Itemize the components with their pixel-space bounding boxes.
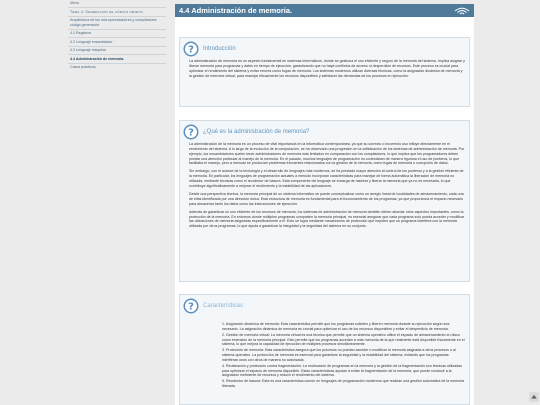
- card-body: [180, 142, 469, 235]
- sidebar: [68, 0, 166, 71]
- card-introduccion: [179, 37, 470, 107]
- card-que-es: [179, 120, 470, 282]
- card-title: ¿Qué es la administración de memoria?: [203, 129, 310, 135]
- sidebar-item-ensamblador[interactable]: 4.2 Lenguaje ensamblador: [68, 38, 166, 46]
- sidebar-item-casos-practicos[interactable]: Casos prácticos: [70, 65, 96, 70]
- help-icon: [183, 41, 199, 57]
- list-item: 1. Asignación dinámica de memoria: Esta característica permite que los programas soliciten y liberen memoria durante su ejecución según sea necesario. La asignación dinámica de memoria es crucial para optimizar el uso de los recursos disponibles y evitar el desperdicio de memoria.: [222, 322, 450, 331]
- sidebar-item-registros[interactable]: 4.1 Registros: [68, 30, 166, 38]
- page-header: [175, 4, 474, 17]
- card-body: [180, 322, 469, 393]
- sidebar-item-administracion-memoria[interactable]: 4.4 Administración de memoria.: [68, 55, 166, 63]
- svg-text:?: ?: [188, 127, 194, 139]
- paragraph: Sin embargo, con el avance de la tecnología y el desarrollo de lenguajes más modernos, se ha prestado mayor atención al control de los punteros y a la gestión eficiente de la memoria. En particular, los lenguajes de programación actuales a menudo incorporan características para manejar de forma automática la liberación de memoria no utilizada, mediante técnicas como el recolector de basura. Esta componente del lenguaje se encarga de rastrear y liberar la memoria que ya no es necesaria, lo que contribuye significativamente a mejorar el rendimiento y la estabilidad de las aplicaciones.: [189, 169, 464, 188]
- page-title: 4.4 Administración de memoria.: [179, 6, 293, 15]
- card-caracteristicas: [179, 294, 470, 405]
- help-icon: [183, 124, 199, 140]
- arrow-up-icon: [530, 388, 538, 405]
- svg-text:?: ?: [188, 301, 194, 313]
- card-body: [180, 59, 469, 85]
- wifi-icon: [454, 2, 470, 20]
- sidebar-item-arquitectura[interactable]: Arquitectura de los microprocesadores y compiladores código generación: [68, 17, 166, 30]
- main-panel: [175, 4, 474, 405]
- paragraph: La administración de la memoria es un proceso de vital importancia en la informática contemporánea, ya que su correcto o incorrecto uso influye directamente en el rendimiento del sistema. A lo largo de la evolución de la computación, se ha observado una progresión en la sofisticación de los sistemas de administración de memoria. Por ejemplo, los ensambladores suelen tener administradores de memoria más limitados en comparación con los compiladores, lo que implica que los programadores deben prestar una atención particular al manejo de la memoria. En el pasado, muchos lenguajes de programación no controlaban de manera rigurosa el uso de punteros, lo que facilitaba el manejo, pero a menudo se producían problemas frecuentes relacionados con la gestión de la memoria, como fugas de memoria o corrupción de datos.: [189, 142, 465, 166]
- help-icon: [183, 298, 199, 314]
- list-item: 5. Recolector de basura: Esta es una característica común en lenguajes de programación modernos que realizan una gestión automática de la memoria liberada.: [222, 379, 465, 389]
- feature-list: [222, 322, 465, 389]
- scroll-top-button[interactable]: [529, 392, 539, 402]
- sidebar-item-lenguaje-maquina[interactable]: 4.3 Lenguaje máquina: [68, 47, 166, 55]
- sidebar-item-menu[interactable]: Menú: [68, 0, 166, 8]
- paragraph: La administración de memoria es un aspecto fundamental en sistemas informáticos, donde se gestiona el uso eficiente y seguro de la memoria del sistema. Implica asignar y liberar memoria para programas y datos en tiempo de ejecución, garantizando que no haya conflictos de acceso ni desperdicio de recursos. Este proceso es crucial para optimizar el rendimiento del sistema y evitar errores como fugas de memoria. Los sistemas modernos utilizan diversas técnicas, como la asignación dinámica de memoria y la gestión de memoria virtual, para manejar eficazmente los recursos disponibles y satisfacer las demandas de los procesos en ejecución.: [189, 59, 465, 78]
- list-item: 2. Gestión de memoria virtual: La memoria virtual es una técnica que permite que un sistema operativo utilice el espacio de almacenamiento en disco como extensión de la memoria principal. Esto permite que los programas accedan a más memoria de la que realmente está disponible físicamente en el sistema, lo que mejora la capacidad de ejecución de múltiples procesos simultáneamente.: [222, 332, 465, 347]
- paragraph: Además de garantizar un uso eficiente de los recursos de memoria, los sistemas de administración de memoria también deben abordar otros aspectos importantes, como la protección de la memoria. En entornos donde múltiples programas comparten la memoria principal, es esencial asegurar que cada programa solo pueda acceder y modificar las ubicaciones de memoria asignadas específicamente a él. Esto se logra mediante mecanismos de protección que impiden que un programa interfiera con la memoria utilizada por otros programas, lo que ayuda a garantizar la integridad y la seguridad del sistema en su conjunto.: [189, 209, 465, 229]
- list-item: 3. Protección de memoria: Esta característica asegura que los procesos no puedan acceder o modificar la memoria asignada a otros procesos o al sistema operativo. La protección de memoria es esencial para garantizar la seguridad y la estabilidad del sistema, evitando que los programas interfieran unos con otros de manera no autorizada.: [222, 348, 456, 362]
- card-title: Introducción: [203, 46, 236, 52]
- card-title: Características: [203, 303, 244, 309]
- paragraph: Desde una perspectiva técnica, la memoria principal de un sistema informático se puede conceptualizar como un arreglo lineal de localidades de almacenamiento, cada una de ellas identificada por una dirección única. Esta estructura de memoria es fundamental para el funcionamiento de los programas, ya que proporciona el espacio necesario para almacenar tanto los datos como las instrucciones de ejecución.: [189, 191, 464, 206]
- sidebar-item-tema4[interactable]: Tema 4. Generación de código objeto.: [68, 8, 166, 16]
- svg-text:?: ?: [188, 44, 194, 56]
- list-item: 4. Reubicación y protección contra fragmentación: La reubicación de programas en la memoria y la gestión de la fragmentación son técnicas utilizadas para optimizar el espacio de memoria disponible. Estas características ayudan a evitar la fragmentación de la memoria, que puede conducir a la asignación ineficiente de recursos y reducir el rendimiento del sistema.: [222, 363, 462, 378]
